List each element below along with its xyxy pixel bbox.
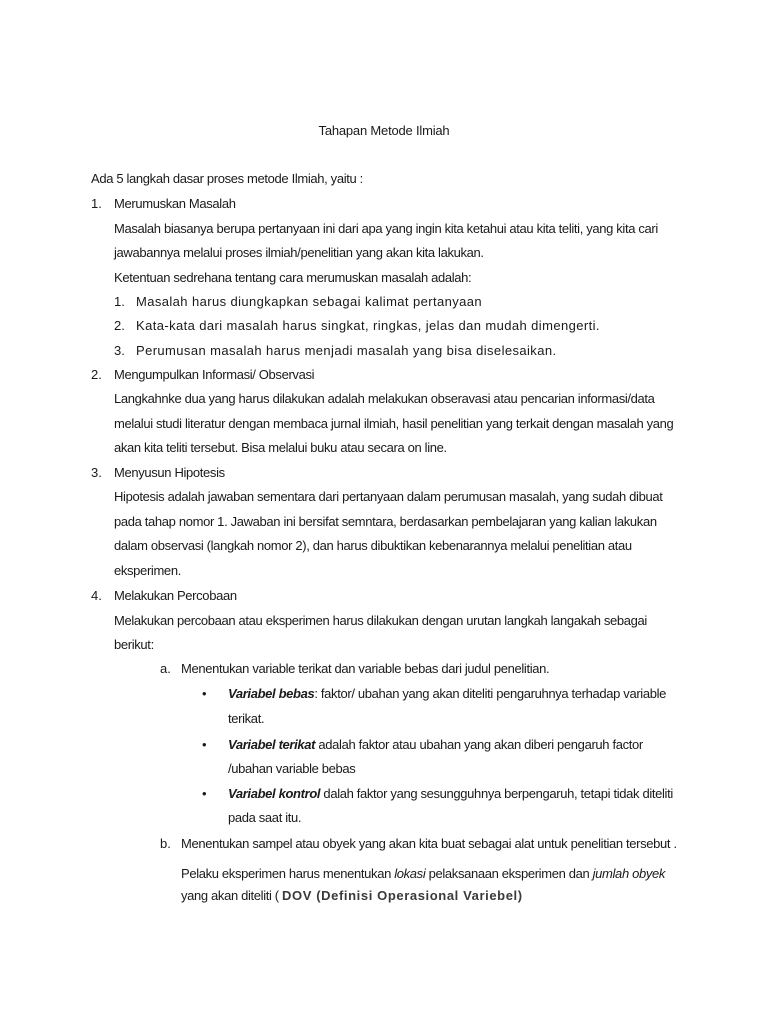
step-1-number: 1.	[91, 196, 102, 211]
step-3-line-2: pada tahap nomor 1. Jawaban ini bersifat semntara, berdasarkan pembelajaran yang kalian lakukan	[114, 514, 657, 529]
step-3-line-4: eksperimen.	[114, 563, 181, 578]
bullet-3-cont: pada saat itu.	[228, 810, 302, 825]
sub-a-text: Menentukan variable terikat dan variable bebas dari judul penelitian.	[181, 661, 550, 676]
step-3-line-3: dalam observasi (langkah nomor 2), dan harus dibuktikan kebenarannya melalui penelitian atau	[114, 538, 632, 553]
sub-b-text: Menentukan sampel atau obyek yang akan kita buat sebagai alat untuk penelitian tersebut .	[181, 836, 677, 851]
bullet-1-icon: •	[202, 686, 207, 701]
rule-2-number: 2.	[114, 318, 125, 333]
paragraph-part-1: Pelaku eksperimen harus menentukan	[181, 866, 395, 881]
term-variabel-terikat: Variabel terikat	[228, 737, 316, 752]
paragraph-line-1	[181, 866, 665, 882]
step-2-line-1: Langkahnke dua yang harus dilakukan adalah melakukan obseravasi atau pencarian informasi/data	[114, 391, 655, 406]
bullet-1-text	[228, 686, 666, 702]
rule-2-text: Kata-kata dari masalah harus singkat, ringkas, jelas dan mudah dimengerti.	[136, 318, 600, 333]
term-variabel-bebas: Variabel bebas	[228, 686, 315, 701]
paragraph-part-3: yang akan diteliti (	[181, 888, 283, 903]
step-1-line-1: Masalah biasanya berupa pertanyaan ini dari apa yang ingin kita ketahui atau kita teliti, yang kita cari	[114, 221, 658, 236]
step-1-line-3: Ketentuan sedrehana tentang cara merumuskan masalah adalah:	[114, 270, 472, 285]
step-3-heading: Menyusun Hipotesis	[114, 465, 225, 480]
paragraph-lokasi: lokasi	[394, 866, 426, 881]
paragraph-dov: DOV (Definisi Operasional Variebel)	[282, 888, 523, 903]
bullet-2-text	[228, 737, 643, 753]
intro-text: Ada 5 langkah dasar proses metode Ilmiah, yaitu :	[91, 171, 363, 186]
paragraph-jumlah-obyek: jumlah obyek	[592, 866, 666, 881]
step-4-heading: Melakukan Percobaan	[114, 588, 237, 603]
bullet-3-text	[228, 786, 673, 802]
sub-b-label: b.	[160, 836, 171, 851]
step-1-heading: Merumuskan Masalah	[114, 196, 236, 211]
step-4-number: 4.	[91, 588, 102, 603]
bullet-2-cont: /ubahan variable bebas	[228, 761, 356, 776]
rule-3-text: Perumusan masalah harus menjadi masalah yang bisa diselesaikan.	[136, 343, 557, 358]
step-4-line-1: Melakukan percobaan atau eksperimen harus dilakukan dengan urutan langkah langakah sebagai	[114, 613, 647, 628]
step-2-heading: Mengumpulkan Informasi/ Observasi	[114, 367, 315, 382]
step-2-line-3: akan kita teliti tersebut. Bisa melalui buku atau secara on line.	[114, 440, 447, 455]
bullet-2-icon: •	[202, 737, 207, 752]
rule-3-number: 3.	[114, 343, 125, 358]
bullet-3-rest: dalah faktor yang sesungguhnya berpengaruh, tetapi tidak diteliti	[320, 786, 673, 801]
step-3-number: 3.	[91, 465, 102, 480]
rule-1-text: Masalah harus diungkapkan sebagai kalimat pertanyaan	[136, 294, 483, 309]
bullet-1-rest: : faktor/ ubahan yang akan diteliti pengaruhnya terhadap variable	[314, 686, 667, 701]
document-title: Tahapan Metode Ilmiah	[318, 123, 450, 138]
step-2-line-2: melalui studi literatur dengan membaca jurnal ilmiah, hasil penelitian yang terkait dengan masalah yang	[114, 416, 674, 431]
bullet-1-cont: terikat.	[228, 711, 265, 726]
sub-a-label: a.	[160, 661, 171, 676]
rule-1-number: 1.	[114, 294, 125, 309]
step-1-line-2: jawabannya melalui proses ilmiah/penelitian yang akan kita lakukan.	[114, 245, 484, 260]
bullet-3-icon: •	[202, 786, 207, 801]
paragraph-part-2: pelaksanaan eksperimen dan	[425, 866, 593, 881]
step-2-number: 2.	[91, 367, 102, 382]
paragraph-line-2	[181, 888, 523, 904]
step-3-line-1: Hipotesis adalah jawaban sementara dari pertanyaan dalam perumusan masalah, yang sudah dibuat	[114, 489, 663, 504]
bullet-2-rest: adalah faktor atau ubahan yang akan diberi pengaruh factor	[315, 737, 643, 752]
step-4-line-2: berikut:	[114, 637, 154, 652]
term-variabel-kontrol: Variabel kontrol	[228, 786, 321, 801]
